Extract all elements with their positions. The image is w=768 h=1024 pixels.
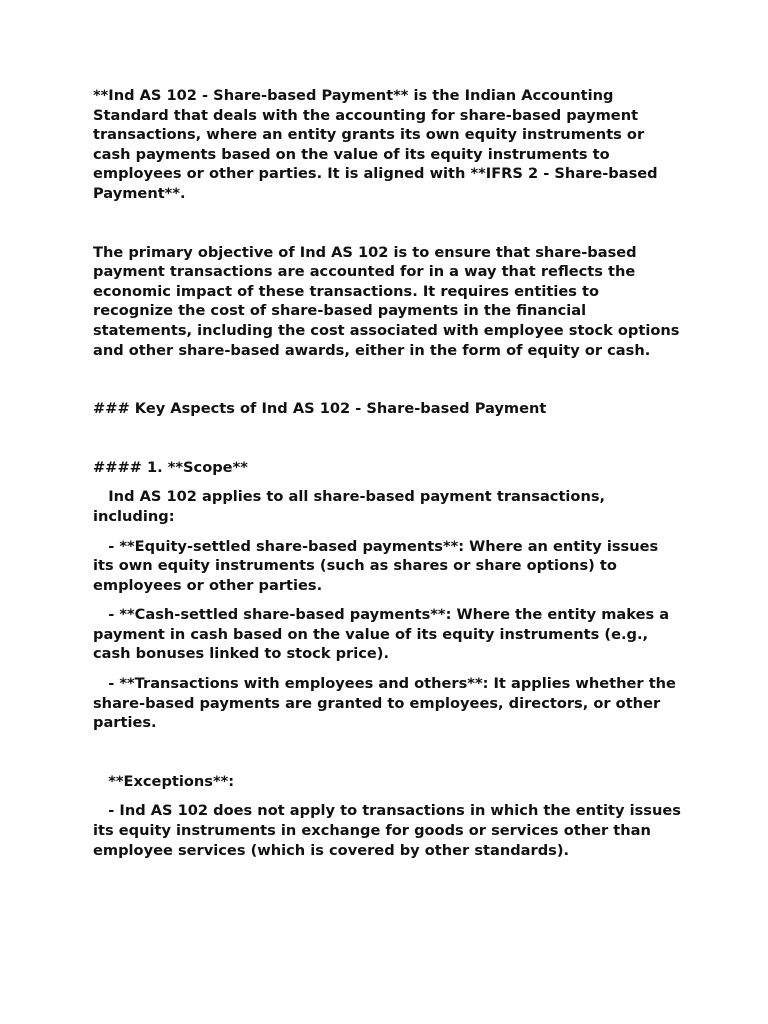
- document-page: [93, 86, 687, 860]
- exceptions-heading: **Exceptions**:: [93, 772, 235, 790]
- scope-item-employees-others: - **Transactions with employees and others**: It applies whether the share-based payments are granted to employees, directors, or other parties.: [93, 675, 682, 732]
- spacer: [93, 419, 683, 458]
- exceptions-item: - Ind AS 102 does not apply to transactions in which the entity issues its equity instruments in exchange for goods or services other than employee services (which is covered by other standards).: [93, 802, 687, 859]
- spacer: [93, 204, 683, 243]
- scope-item-cash-settled: - **Cash-settled share-based payments**: Where the entity makes a payment in cash based on the value of its equity instruments (e.g., cash bonuses linked to stock price).: [93, 606, 675, 663]
- spacer: [93, 477, 683, 487]
- spacer: [93, 527, 683, 537]
- spacer: [93, 664, 683, 674]
- spacer: [93, 791, 683, 801]
- objective-paragraph: The primary objective of Ind AS 102 is to ensure that share-based payment transactions are accounted for in a way that reflects the economic impact of these transactions. It requires entities to recognize the cost of share-based payments in the financial statements, including the cost associated with employee stock options and other share-based awards, either in the form of equity or cash.: [93, 243, 685, 359]
- spacer: [93, 733, 683, 772]
- spacer: [93, 360, 683, 399]
- scope-intro: Ind AS 102 applies to all share-based payment transactions, including:: [93, 488, 611, 525]
- intro-paragraph: **Ind AS 102 - Share-based Payment** is the Indian Accounting Standard that deals with the accounting for share-based payment transactions, where an entity grants its own equity instruments or cash payments based on the value of its equity instruments to employees or other parties. It is aligned with **IFRS 2 - Share-based Payment**.: [93, 87, 663, 202]
- spacer: [93, 595, 683, 605]
- key-aspects-heading: ### Key Aspects of Ind AS 102 - Share-based Payment: [93, 400, 547, 418]
- scope-item-equity-settled: - **Equity-settled share-based payments**: Where an entity issues its own equity instruments (such as shares or share options) to employees or other parties.: [93, 537, 664, 594]
- scope-heading: #### 1. **Scope**: [93, 458, 248, 476]
